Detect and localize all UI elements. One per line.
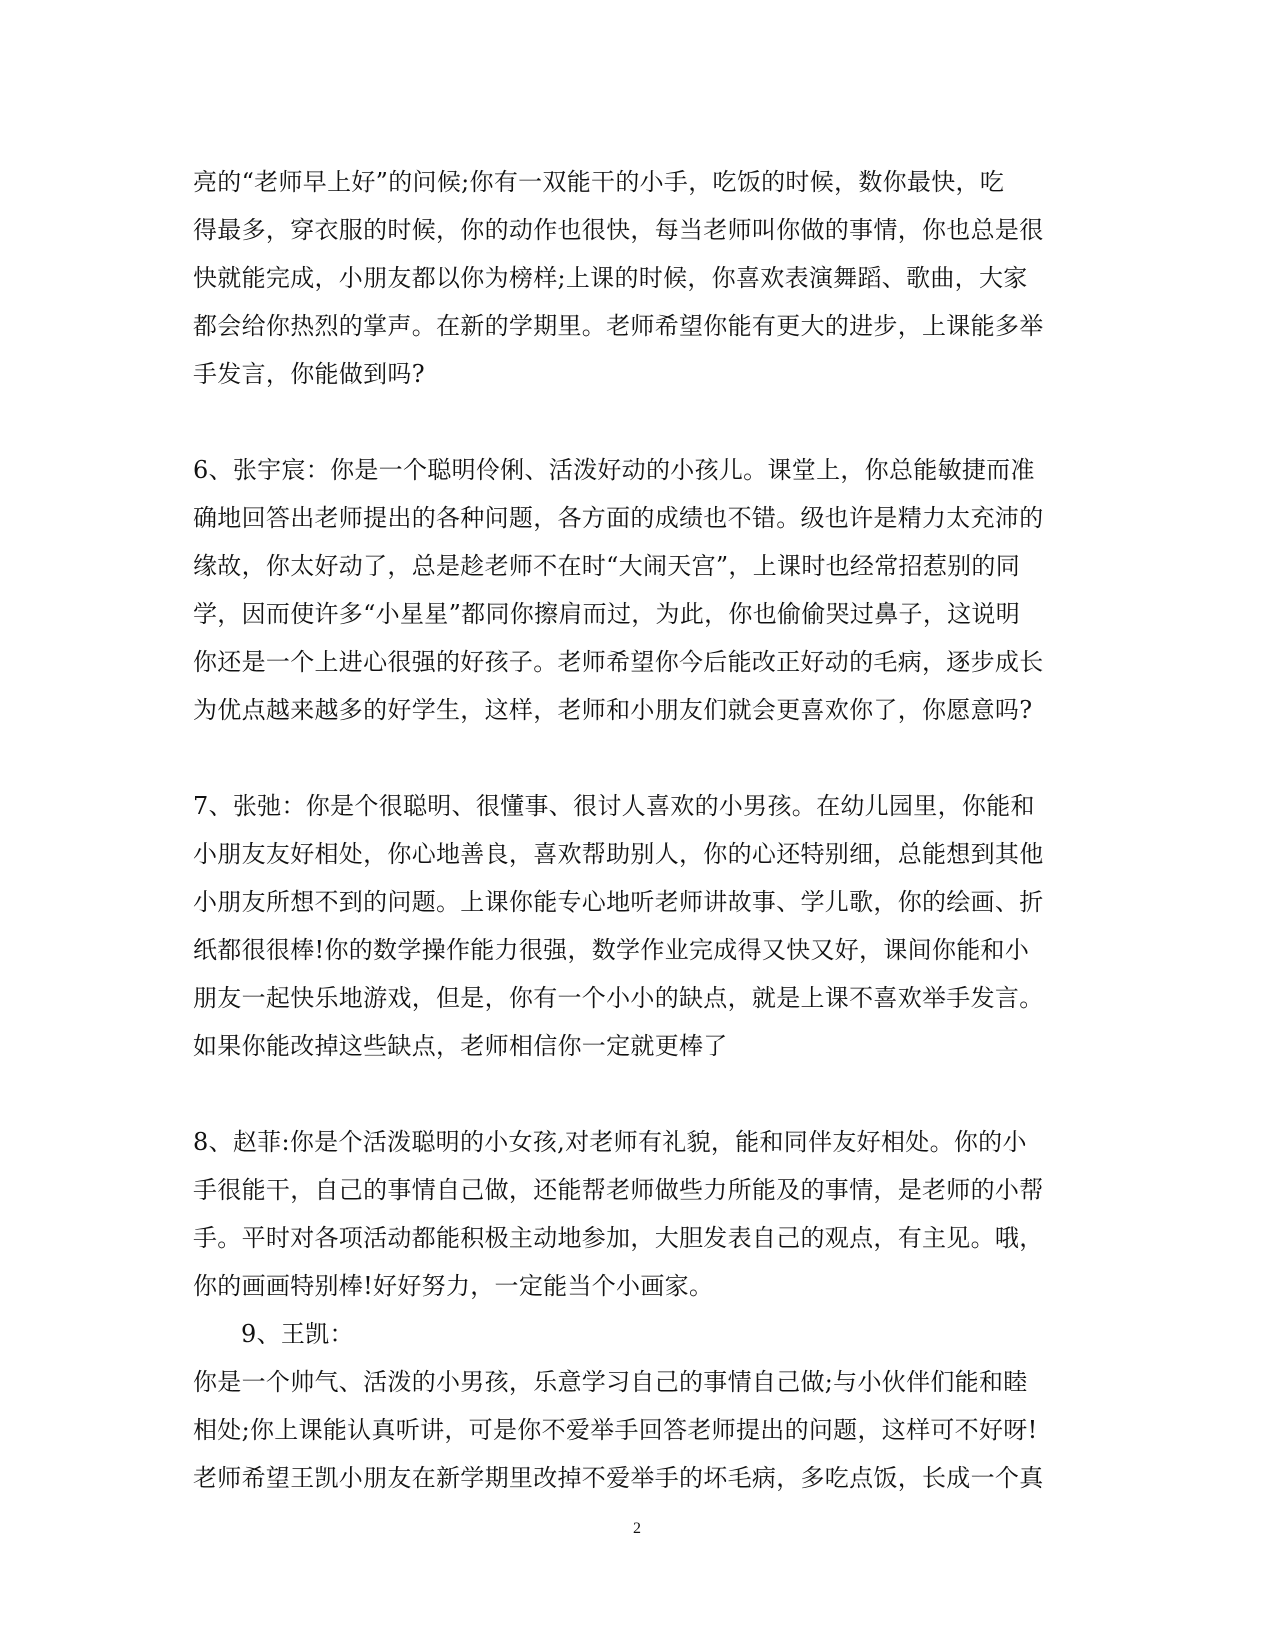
page-number: 2 [633,1520,641,1537]
text-line: 你是一个帅气、活泼的小男孩，乐意学习自己的事情自己做;与小伙伴们能和睦 [193,1368,1028,1396]
paragraph-1 [193,158,1073,398]
text-line: 纸都很很棒!你的数学操作能力很强，数学作业完成得又快又好，课间你能和小 [193,936,1030,964]
text-line: 老师希望王凯小朋友在新学期里改掉不爱举手的坏毛病，多吃点饭，长成一个真 [193,1464,1044,1492]
text-line: 手很能干，自己的事情自己做，还能帮老师做些力所能及的事情，是老师的小帮 [193,1176,1044,1204]
text-line: 都会给你热烈的掌声。在新的学期里。老师希望你能有更大的进步，上课能多举 [193,312,1044,340]
text-line: 7、张弛：你是个很聪明、很懂事、很讨人喜欢的小男孩。在幼儿园里，你能和 [193,792,1035,820]
text-line: 缘故，你太好动了，总是趁老师不在时“大闹天宫”，上课时也经常招惹别的同 [193,552,1021,580]
text-line: 6、张宇宸：你是一个聪明伶俐、活泼好动的小孩儿。课堂上，你总能敏捷而准 [193,456,1035,484]
paragraph-3 [193,782,1073,1070]
paragraph-2 [193,446,1073,734]
text-line: 你还是一个上进心很强的好孩子。老师希望你今后能改正好动的毛病，逐步成长 [193,648,1044,676]
text-line: 如果你能改掉这些缺点，老师相信你一定就更棒了 [193,1032,728,1060]
text-line: 小朋友友好相处，你心地善良，喜欢帮助别人，你的心还特别细，总能想到其他 [193,840,1044,868]
text-line: 手。平时对各项活动都能积极主动地参加，大胆发表自己的观点，有主见。哦， [193,1224,1044,1252]
section-heading: 9、王凯： [241,1320,354,1348]
text-line: 学，因而使许多“小星星”都同你擦肩而过，为此，你也偷偷哭过鼻子，这说明 [193,600,1021,628]
text-line: 相处;你上课能认真听讲，可是你不爱举手回答老师提出的问题，这样可不好呀! [193,1416,1038,1444]
text-line: 手发言，你能做到吗? [193,360,425,388]
text-line: 朋友一起快乐地游戏，但是，你有一个小小的缺点，就是上课不喜欢举手发言。 [193,984,1044,1012]
text-line: 确地回答出老师提出的各种问题，各方面的成绩也不错。级也许是精力太充沛的 [193,504,1044,532]
text-line: 小朋友所想不到的问题。上课你能专心地听老师讲故事、学儿歌，你的绘画、折 [193,888,1044,916]
text-line: 快就能完成，小朋友都以你为榜样;上课的时候，你喜欢表演舞蹈、歌曲，大家 [193,264,1028,292]
text-line: 8、赵菲:你是个活泼聪明的小女孩,对老师有礼貌，能和同伴友好相处。你的小 [193,1128,1027,1156]
text-line: 为优点越来越多的好学生，这样，老师和小朋友们就会更喜欢你了，你愿意吗? [193,696,1033,724]
paragraph-4 [193,1118,1073,1502]
text-line: 亮的“老师早上好”的问候;你有一双能干的小手，吃饭的时候，数你最快，吃 [193,168,1005,196]
text-line: 你的画画特别棒!好好努力，一定能当个小画家。 [193,1272,714,1300]
text-line: 得最多，穿衣服的时候，你的动作也很快，每当老师叫你做的事情，你也总是很 [193,216,1044,244]
